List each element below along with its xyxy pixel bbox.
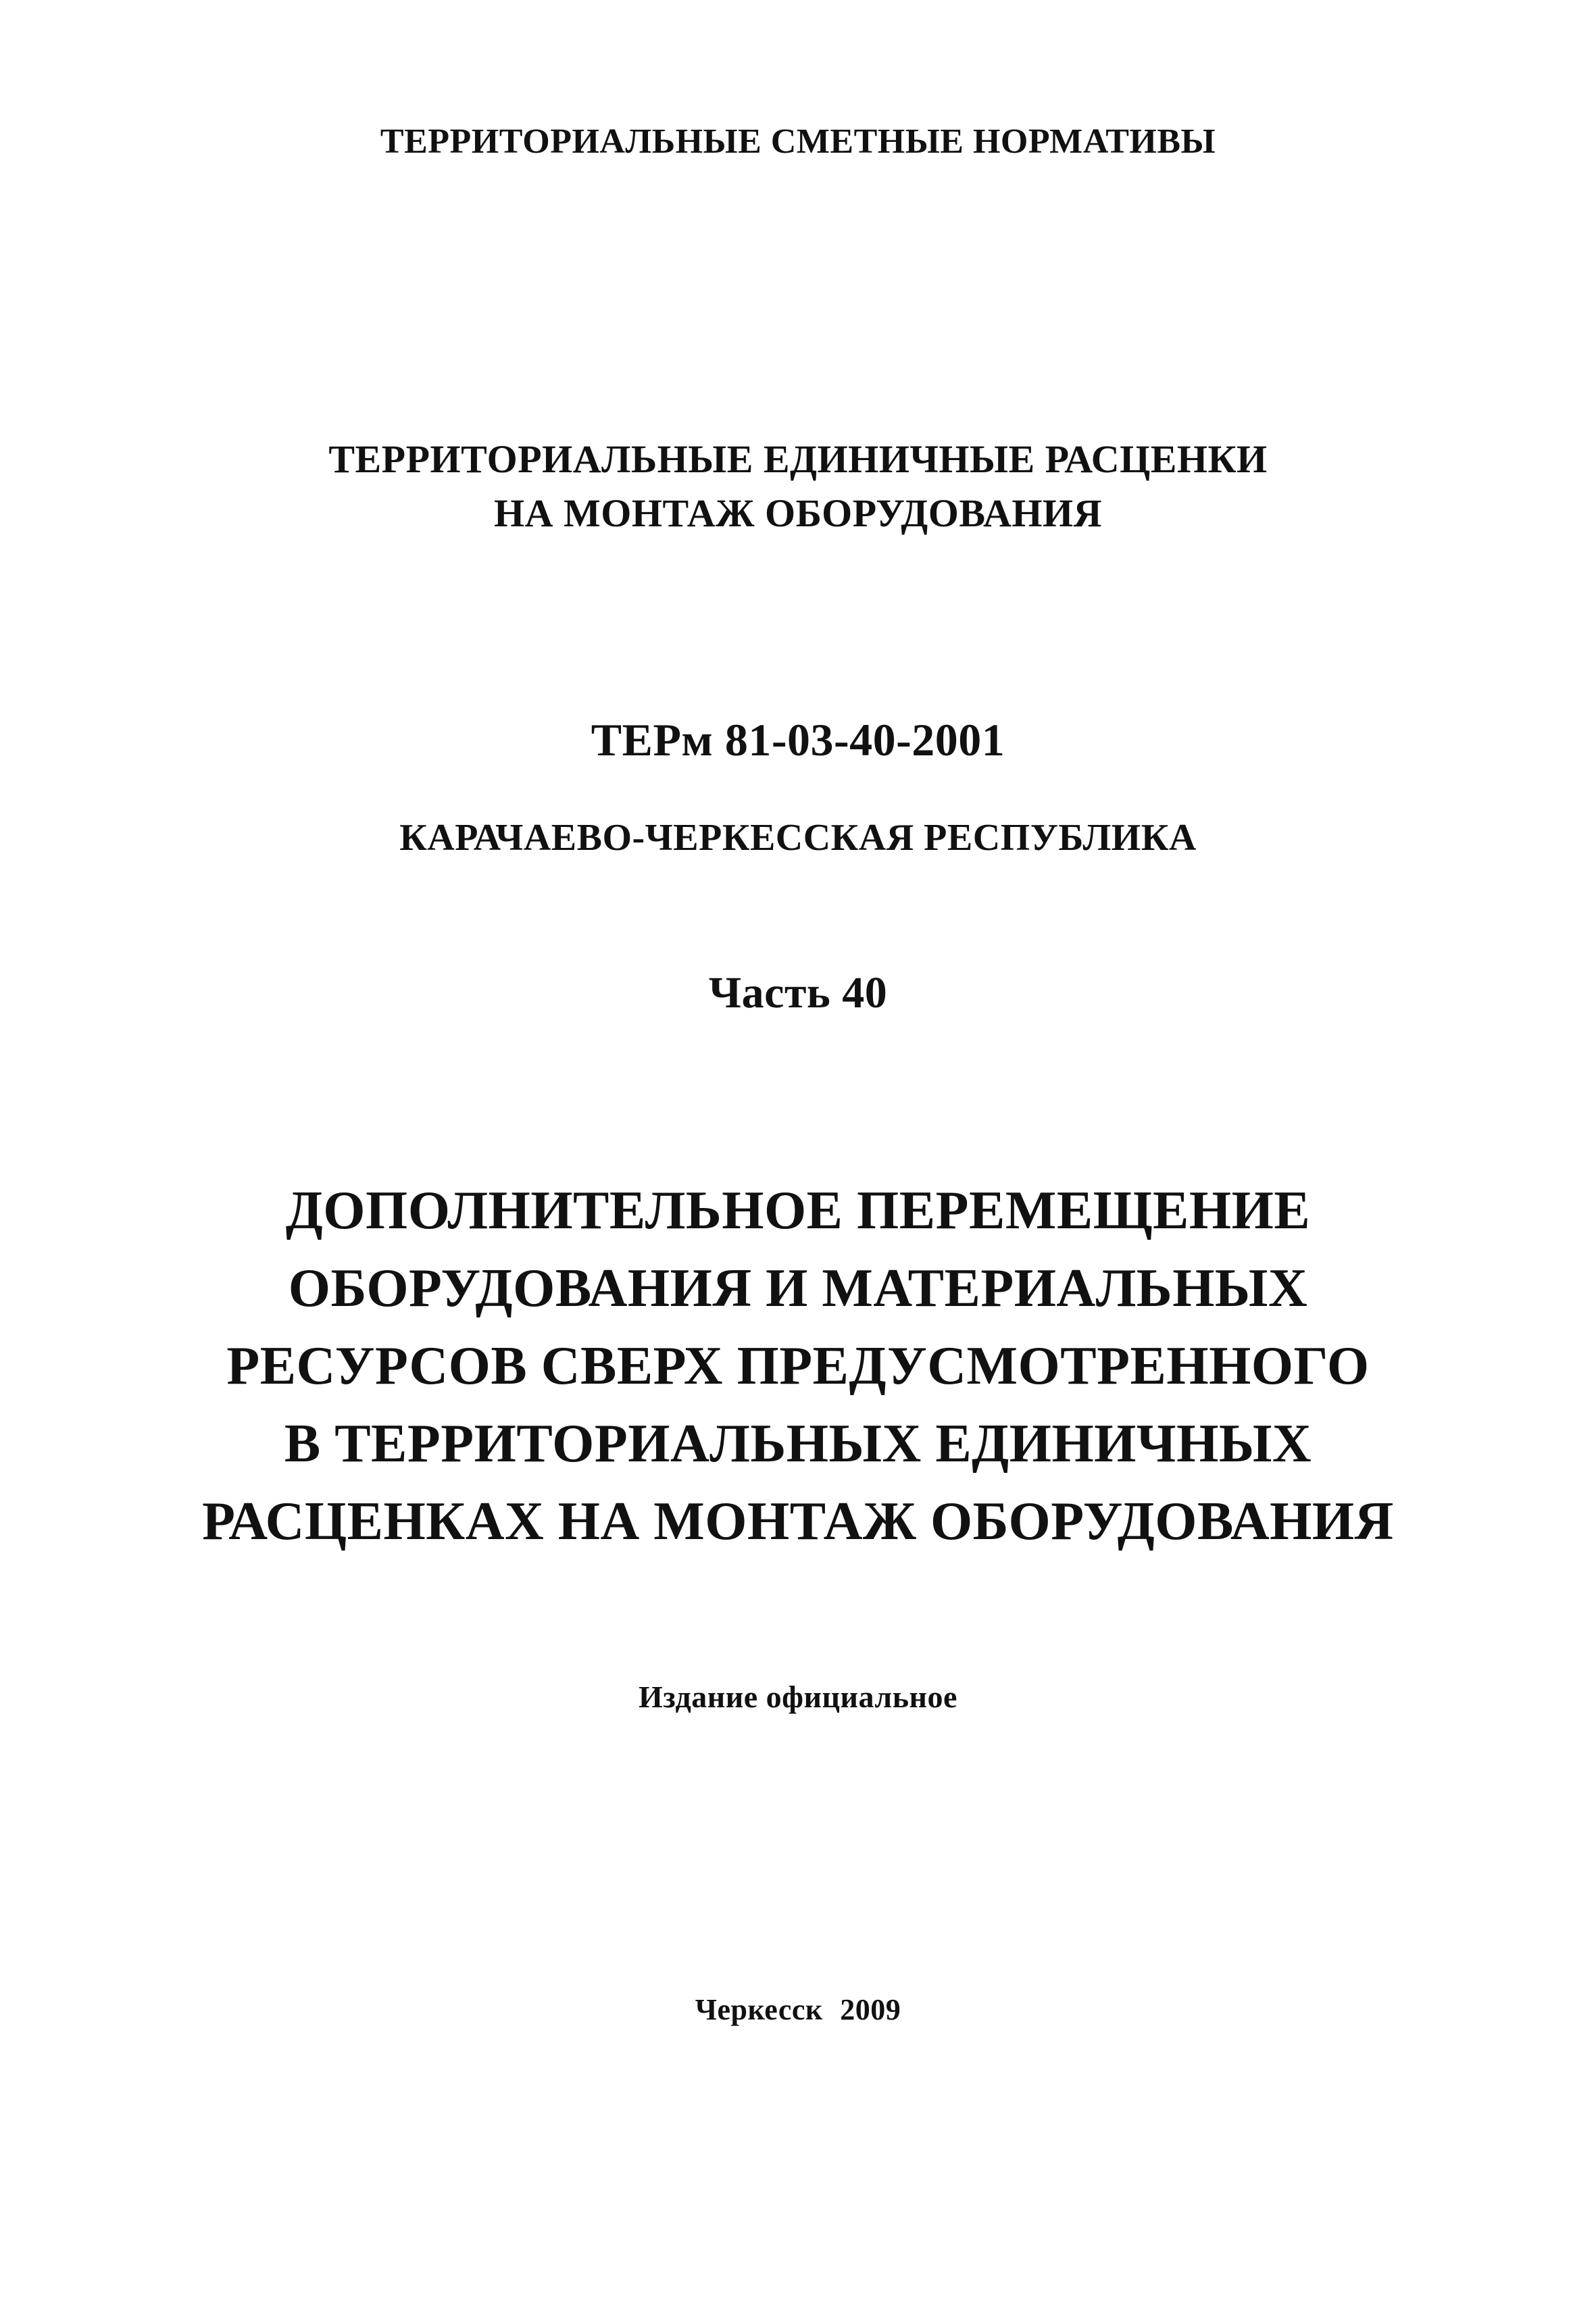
rates-title-line: НА МОНТАЖ ОБОРУДОВАНИЯ	[494, 491, 1102, 535]
main-title-line: ОБОРУДОВАНИЯ И МАТЕРИАЛЬНЫХ	[288, 1259, 1308, 1318]
rates-title-line: ТЕРРИТОРИАЛЬНЫЕ ЕДИНИЧНЫЕ РАСЦЕНКИ	[328, 437, 1268, 481]
main-title-line: ДОПОЛНИТЕЛЬНОЕ ПЕРЕМЕЩЕНИЕ	[285, 1181, 1311, 1240]
main-title	[0, 1172, 1596, 1561]
place-and-year: Черкесск 2009	[695, 1993, 901, 2026]
part-number: Часть 40	[708, 968, 888, 1017]
main-title-line: В ТЕРРИТОРИАЛЬНЫХ ЕДИНИЧНЫХ	[284, 1414, 1312, 1474]
main-title-line: РАСЦЕНКАХ НА МОНТАЖ ОБОРУДОВАНИЯ	[202, 1492, 1394, 1551]
main-title-line: РЕСУРСОВ СВЕРХ ПРЕДУСМОТРЕННОГО	[226, 1336, 1370, 1396]
region-name: КАРАЧАЕВО-ЧЕРКЕССКАЯ РЕСПУБЛИКА	[399, 817, 1197, 859]
document-code: ТЕРм 81-03-40-2001	[591, 714, 1005, 765]
edition-note: Издание официальное	[639, 1680, 957, 1714]
series-title: ТЕРРИТОРИАЛЬНЫЕ СМЕТНЫЕ НОРМАТИВЫ	[380, 122, 1216, 161]
rates-title	[0, 432, 1596, 540]
